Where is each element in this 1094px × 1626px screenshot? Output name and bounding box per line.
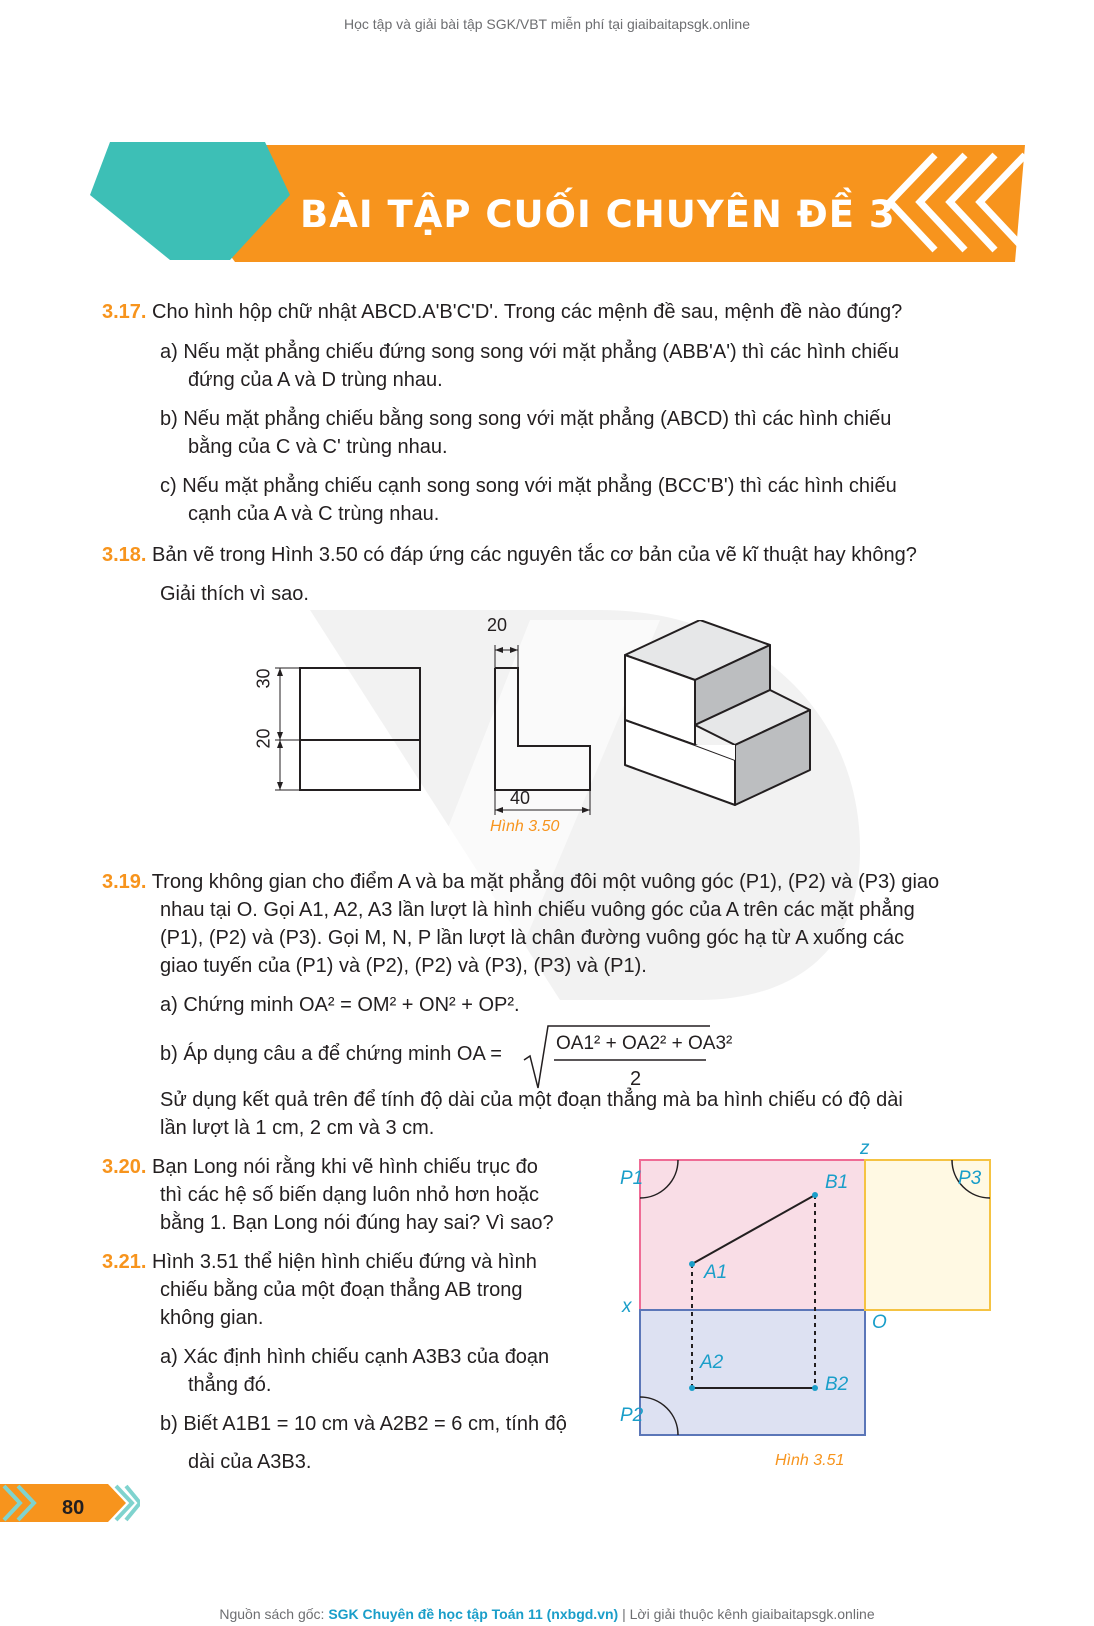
figure-3-51 — [610, 1140, 1010, 1440]
sqrt-numerator: OA1² + OA2² + OA3² — [556, 1033, 733, 1054]
q321-line3: không gian. — [160, 1307, 264, 1329]
q317-c-line1: c) Nếu mặt phẳng chiếu cạnh song song với mặt phẳng (BCC'B') thì các hình chiếu — [160, 475, 897, 497]
q319-use-line2: lần lượt là 1 cm, 2 cm và 3 cm. — [160, 1117, 435, 1139]
figure-3-50-caption: Hình 3.50 — [490, 818, 560, 835]
page-number: 80 — [62, 1497, 85, 1519]
q319-use-line1: Sử dụng kết quả trên để tính độ dài của một đoạn thẳng mà ba hình chiếu có độ dài — [160, 1089, 903, 1111]
point-b1-label: B1 — [825, 1172, 849, 1193]
question-3-21: 3.21. Hình 3.51 thể hiện hình chiếu đứng và hình — [102, 1251, 537, 1273]
point-b2-label: B2 — [825, 1374, 849, 1395]
q319-part-a: a) Chứng minh OA² = OM² + ON² + OP². — [160, 994, 520, 1016]
q317-a-line1: a) Nếu mặt phẳng chiếu đứng song song với mặt phẳng (ABB'A') thì các hình chiếu — [160, 341, 900, 363]
q320-line2: thì các hệ số biến dạng luôn nhỏ hơn hoặc — [160, 1184, 539, 1206]
sqrt-denominator: 2 — [630, 1068, 642, 1090]
q317-a-line2: đứng của A và D trùng nhau. — [188, 369, 443, 391]
figure-3-51-caption: Hình 3.51 — [775, 1452, 845, 1469]
axis-z-label: z — [860, 1138, 870, 1159]
q319-part-b: b) Áp dụng câu a để chứng minh OA = — [160, 1043, 502, 1065]
q319-line2: nhau tại O. Gọi A1, A2, A3 lần lượt là hình chiếu vuông góc của A trên các mặt phẳng — [160, 899, 915, 921]
axis-x-label: x — [622, 1296, 632, 1317]
q321-part-a-line2: thẳng đó. — [188, 1374, 272, 1396]
dim-30-label: 30 — [253, 668, 274, 689]
footer-suffix: | Lời giải thuộc kênh giaibaitapsgk.online — [618, 1606, 875, 1622]
point-a1-label: A1 — [704, 1262, 728, 1283]
origin-o-label: O — [872, 1312, 887, 1333]
footer-prefix: Nguồn sách gốc: — [219, 1606, 329, 1622]
q317-text: Cho hình hộp chữ nhật ABCD.A'B'C'D'. Trong các mệnh đề sau, mệnh đề nào đúng? — [152, 301, 903, 323]
q320-line1: Bạn Long nói rằng khi vẽ hình chiếu trục đo — [152, 1156, 538, 1178]
label-p1: P1 — [620, 1168, 644, 1189]
figure-3-50 — [250, 620, 850, 850]
question-3-19: 3.19. Trong không gian cho điểm A và ba mặt phẳng đôi một vuông góc (P1), (P2) và (P3) giao — [102, 871, 940, 893]
q320-line3: bằng 1. Bạn Long nói đúng hay sai? Vì sao? — [160, 1212, 554, 1234]
q321-line1: Hình 3.51 thể hiện hình chiếu đứng và hình — [152, 1251, 537, 1273]
question-3-18: 3.18. Bản vẽ trong Hình 3.50 có đáp ứng các nguyên tắc cơ bản của vẽ kĩ thuật hay không? — [102, 544, 917, 566]
footer-note — [0, 1606, 1094, 1622]
label-p3: P3 — [958, 1168, 982, 1189]
q319-line3: (P1), (P2) và (P3). Gọi M, N, P lần lượt là chân đường vuông góc hạ từ A xuống các — [160, 927, 905, 949]
q319-line4: giao tuyến của (P1) và (P2), (P2) và (P3), (P3) và (P1). — [160, 955, 647, 977]
q319-line1: Trong không gian cho điểm A và ba mặt phẳng đôi một vuông góc (P1), (P2) và (P3) giao — [151, 871, 940, 893]
point-a2-label: A2 — [700, 1352, 724, 1373]
q321-part-a-line1: a) Xác định hình chiếu cạnh A3B3 của đoạn — [160, 1346, 550, 1368]
question-3-20: 3.20. Bạn Long nói rằng khi vẽ hình chiếu trục đo — [102, 1156, 538, 1178]
q317-b-line2: bằng của C và C' trùng nhau. — [188, 436, 448, 458]
dim-20-left-label: 20 — [253, 728, 274, 749]
q318-line1: Bản vẽ trong Hình 3.50 có đáp ứng các nguyên tắc cơ bản của vẽ kĩ thuật hay không? — [152, 544, 917, 566]
footer-source-link[interactable]: SGK Chuyên đề học tập Toán 11 (nxbgd.vn) — [328, 1606, 619, 1622]
q321-part-b-line1: b) Biết A1B1 = 10 cm và A2B2 = 6 cm, tính độ — [160, 1413, 567, 1435]
label-p2: P2 — [620, 1405, 644, 1426]
q317-b-line1: b) Nếu mặt phẳng chiếu bằng song song với mặt phẳng (ABCD) thì các hình chiếu — [160, 408, 892, 430]
q321-part-b-line2: dài của A3B3. — [188, 1451, 312, 1473]
dim-20-top-label: 20 — [487, 615, 508, 635]
q321-line2: chiếu bằng của một đoạn thẳng AB trong — [160, 1279, 523, 1301]
dim-40-label: 40 — [510, 788, 531, 808]
question-3-17: 3.17. Cho hình hộp chữ nhật ABCD.A'B'C'D'. Trong các mệnh đề sau, mệnh đề nào đúng? — [102, 301, 903, 323]
section-title: BÀI TẬP CUỐI CHUYÊN ĐỀ 3 — [300, 193, 896, 236]
q317-c-line2: cạnh của A và C trùng nhau. — [188, 503, 440, 525]
q318-line2: Giải thích vì sao. — [160, 583, 309, 605]
header-note: Học tập và giải bài tập SGK/VBT miễn phí tại giaibaitapsgk.online — [344, 16, 750, 32]
